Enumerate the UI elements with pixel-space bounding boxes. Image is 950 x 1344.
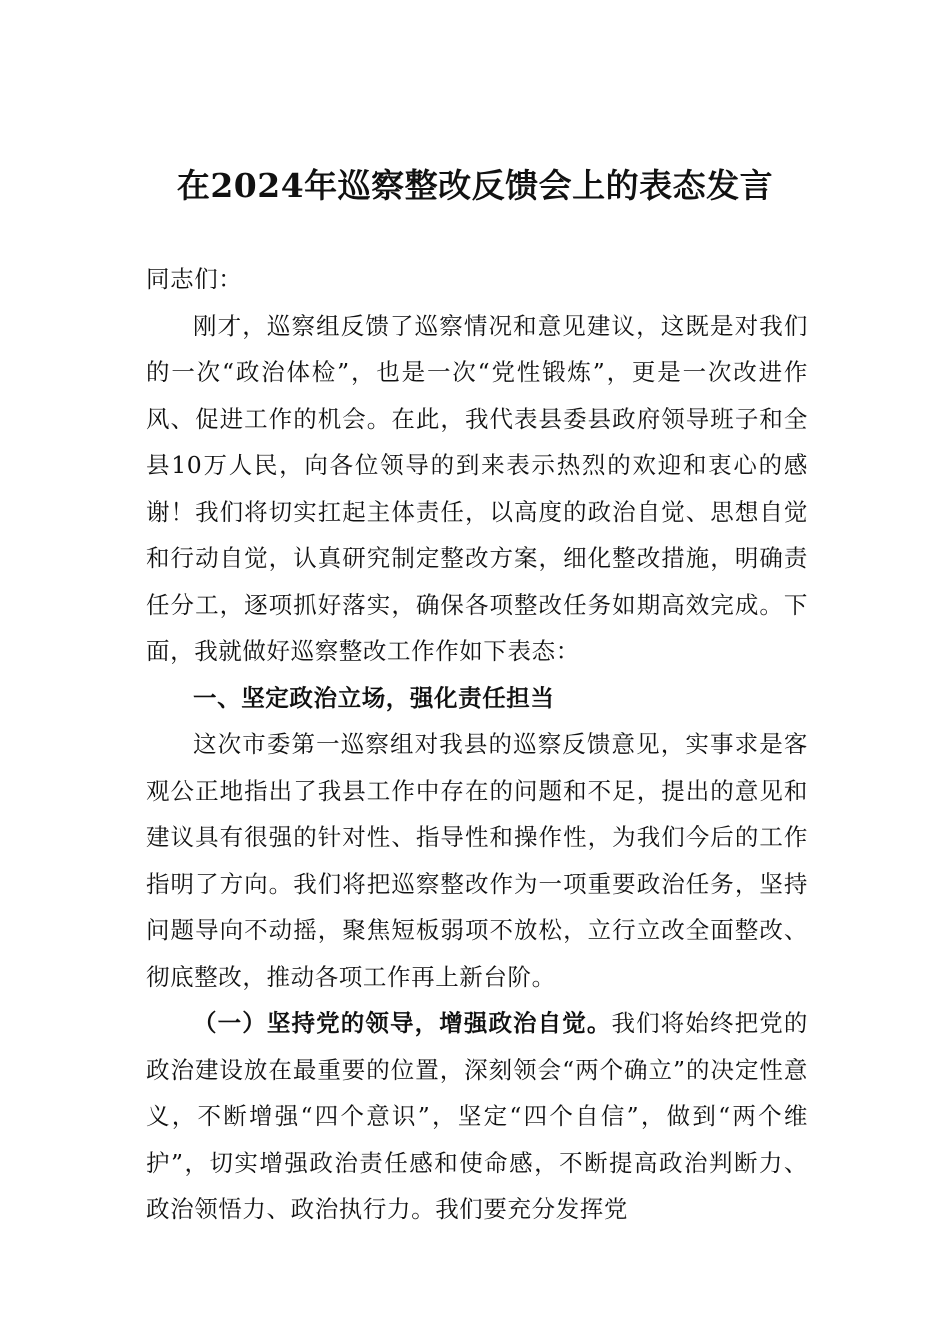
- document-body: [146, 256, 808, 1233]
- section-heading-1: 一、坚定政治立场，强化责任担当: [193, 683, 555, 712]
- subsection-text-1: 我们将始终把党的政治建设放在最重要的位置，深刻领会“两个确立”的决定性意义，不断增强“四个意识”，坚定“四个自信”，做到“两个维护”，切实增强政治责任感和使命感，不断提高政治判断力、政治领悟力、政治执行力。我们要充分发挥党: [146, 1009, 808, 1223]
- paragraph-section-1: 这次市委第一巡察组对我县的巡察反馈意见，实事求是客观公正地指出了我县工作中存在的问题和不足，提出的意见和建议具有很强的针对性、指导性和操作性，为我们今后的工作指明了方向。我们将把巡察整改作为一项重要政治任务，坚持问题导向不动摇，聚焦短板弱项不放松，立行立改全面整改、彻底整改，推动各项工作再上新台阶。: [146, 730, 808, 991]
- salutation: 同志们：: [146, 265, 243, 293]
- paragraph-intro: 刚才，巡察组反馈了巡察情况和意见建议，这既是对我们的一次“政治体检”，也是一次“党性锻炼”，更是一次改进作风、促进工作的机会。在此，我代表县委县政府领导班子和全县10万人民，向各位领导的到来表示热烈的欢迎和衷心的感谢！我们将切实扛起主体责任，以高度的政治自觉、思想自觉和行动自觉，认真研究制定整改方案，细化整改措施，明确责任分工，逐项抓好落实，确保各项整改任务如期高效完成。下面，我就做好巡察整改工作作如下表态：: [146, 311, 808, 665]
- paragraph-subsection-1: [146, 1000, 808, 1233]
- subsection-lead-1: （一）坚持党的领导，增强政治自觉。: [193, 1009, 612, 1037]
- document-title: 在2024年巡察整改反馈会上的表态发言: [176, 166, 774, 205]
